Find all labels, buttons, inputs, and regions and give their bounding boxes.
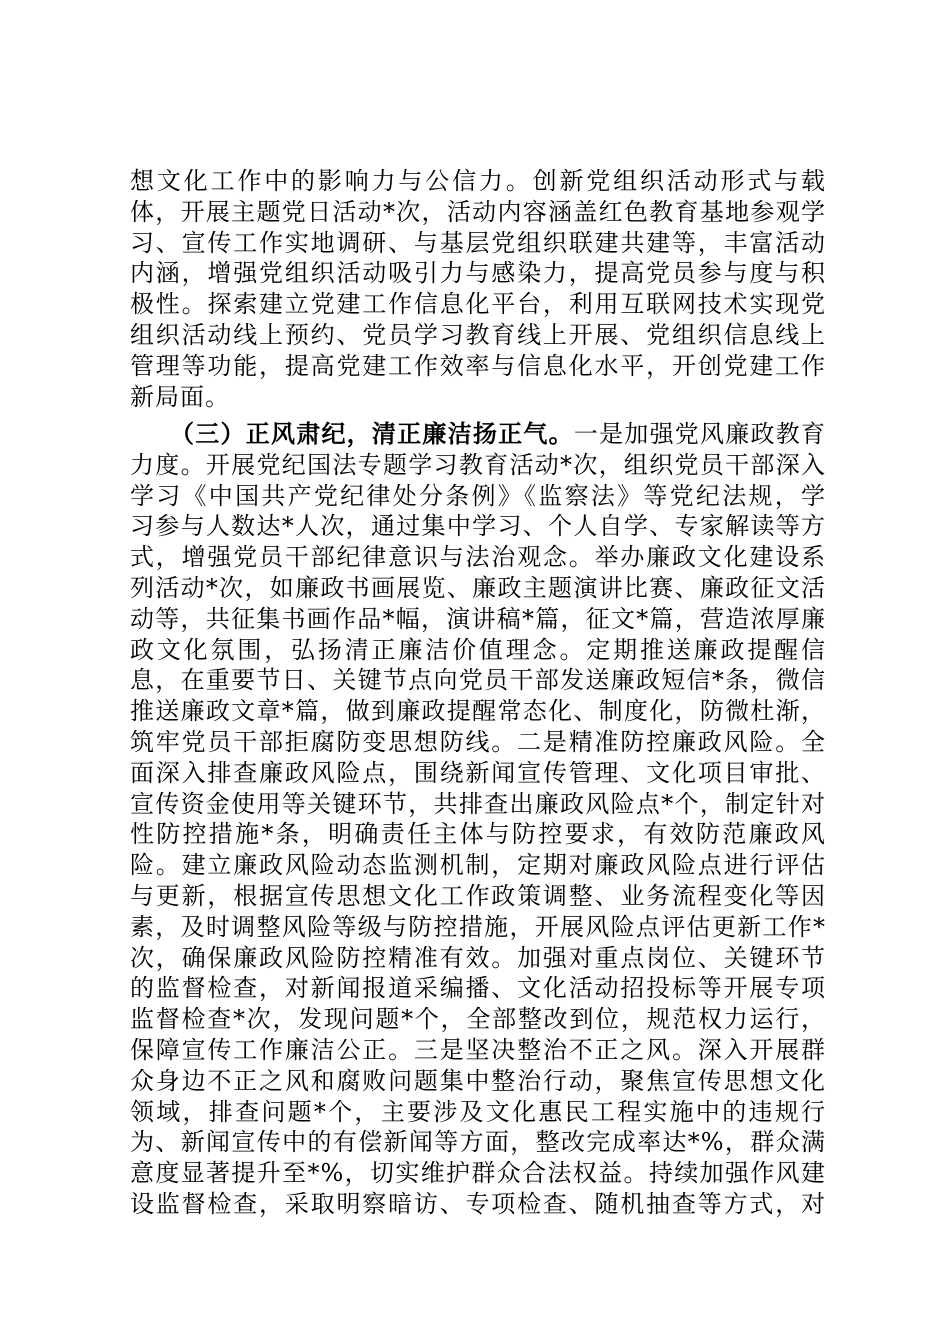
paragraph-line: 息，在重要节日、关键节点向党员干部发送廉政短信*条，微信 [130, 666, 826, 695]
paragraph-line: 推送廉政文章*篇，做到廉政提醒常态化、制度化，防微杜渐， [130, 697, 826, 726]
paragraph-line: 众身边不正之风和腐败问题集中整治行动，聚焦宣传思想文化 [130, 1066, 826, 1095]
paragraph-line: 管理等功能，提高党建工作效率与信息化水平，开创党建工作 [130, 351, 826, 380]
paragraph-line: 体，开展主题党日活动*次，活动内容涵盖红色教育基地参观学 [130, 197, 826, 226]
paragraph-line: 险。建立廉政风险动态监测机制，定期对廉政风险点进行评估 [130, 851, 826, 880]
paragraph-line: 政文化氛围，弘扬清正廉洁价值理念。定期推送廉政提醒信 [130, 635, 826, 664]
paragraph-line: 设监督检查，采取明察暗访、专项检查、随机抽查等方式，对 [130, 1189, 826, 1218]
paragraph-line: 列活动*次，如廉政书画展览、廉政主题演讲比赛、廉政征文活 [130, 573, 826, 602]
paragraph-line: 筑牢党员干部拒腐防变思想防线。二是精准防控廉政风险。全 [130, 727, 826, 756]
paragraph-line: 习参与人数达*人次，通过集中学习、个人自学、专家解读等方 [130, 512, 826, 541]
paragraph-line: 与更新，根据宣传思想文化工作政策调整、业务流程变化等因 [130, 881, 826, 910]
paragraph-line: 新局面。 [130, 382, 230, 411]
paragraph-line: 保障宣传工作廉洁公正。三是坚决整治不正之风。深入开展群 [130, 1035, 826, 1064]
paragraph-line: 内涵，增强党组织活动吸引力与感染力，提高党员参与度与积 [130, 259, 826, 288]
paragraph-line: 素，及时调整风险等级与防控措施，开展风险点评估更新工作* [130, 912, 826, 941]
paragraph-line: 想文化工作中的影响力与公信力。创新党组织活动形式与载 [130, 167, 826, 195]
paragraph-line: 动等，共征集书画作品*幅，演讲稿*篇，征文*篇，营造浓厚廉 [130, 604, 826, 633]
section-lead-text: 一是加强党风廉政教育 [573, 420, 827, 448]
paragraph-line: 监督检查*次，发现问题*个，全部整改到位，规范权力运行， [130, 1005, 826, 1034]
paragraph-line: 意度显著提升至*%，切实维护群众合法权益。持续加强作风建 [130, 1159, 826, 1188]
paragraph-line: 式，增强党员干部纪律意识与法治观念。举办廉政文化建设系 [130, 543, 826, 572]
section-first-line [130, 419, 826, 450]
paragraph-line: 宣传资金使用等关键环节，共排查出廉政风险点*个，制定针对 [130, 789, 826, 818]
paragraph-line: 次，确保廉政风险防控精准有效。加强对重点岗位、关键环节 [130, 943, 826, 972]
paragraph-line: 性防控措施*条，明确责任主体与防控要求，有效防范廉政风 [130, 820, 826, 849]
paragraph-integrity [130, 419, 826, 1220]
paragraph-line: 面深入排查廉政风险点，围绕新闻宣传管理、文化项目审批、 [130, 758, 826, 787]
paragraph-line: 组织活动线上预约、党员学习教育线上开展、党组织信息线上 [130, 320, 826, 349]
paragraph-line: 的监督检查，对新闻报道采编播、文化活动招投标等开展专项 [130, 974, 826, 1003]
paragraph-line: 习、宣传工作实地调研、与基层党组织联建共建等，丰富活动 [130, 228, 826, 257]
paragraph-line: 学习《中国共产党纪律处分条例》《监察法》等党纪法规，学 [130, 481, 826, 510]
paragraph-line: 领域，排查问题*个，主要涉及文化惠民工程实施中的违规行 [130, 1097, 826, 1126]
paragraph-party-building [130, 166, 826, 412]
paragraph-line: 极性。探索建立党建工作信息化平台，利用互联网技术实现党 [130, 290, 826, 319]
section-heading: （三）正风肃纪，清正廉洁扬正气。 [170, 419, 574, 448]
paragraph-line: 为、新闻宣传中的有偿新闻等方面，整改完成率达*%，群众满 [130, 1128, 826, 1157]
paragraph-line: 力度。开展党纪国法专题学习教育活动*次，组织党员干部深入 [130, 450, 826, 479]
